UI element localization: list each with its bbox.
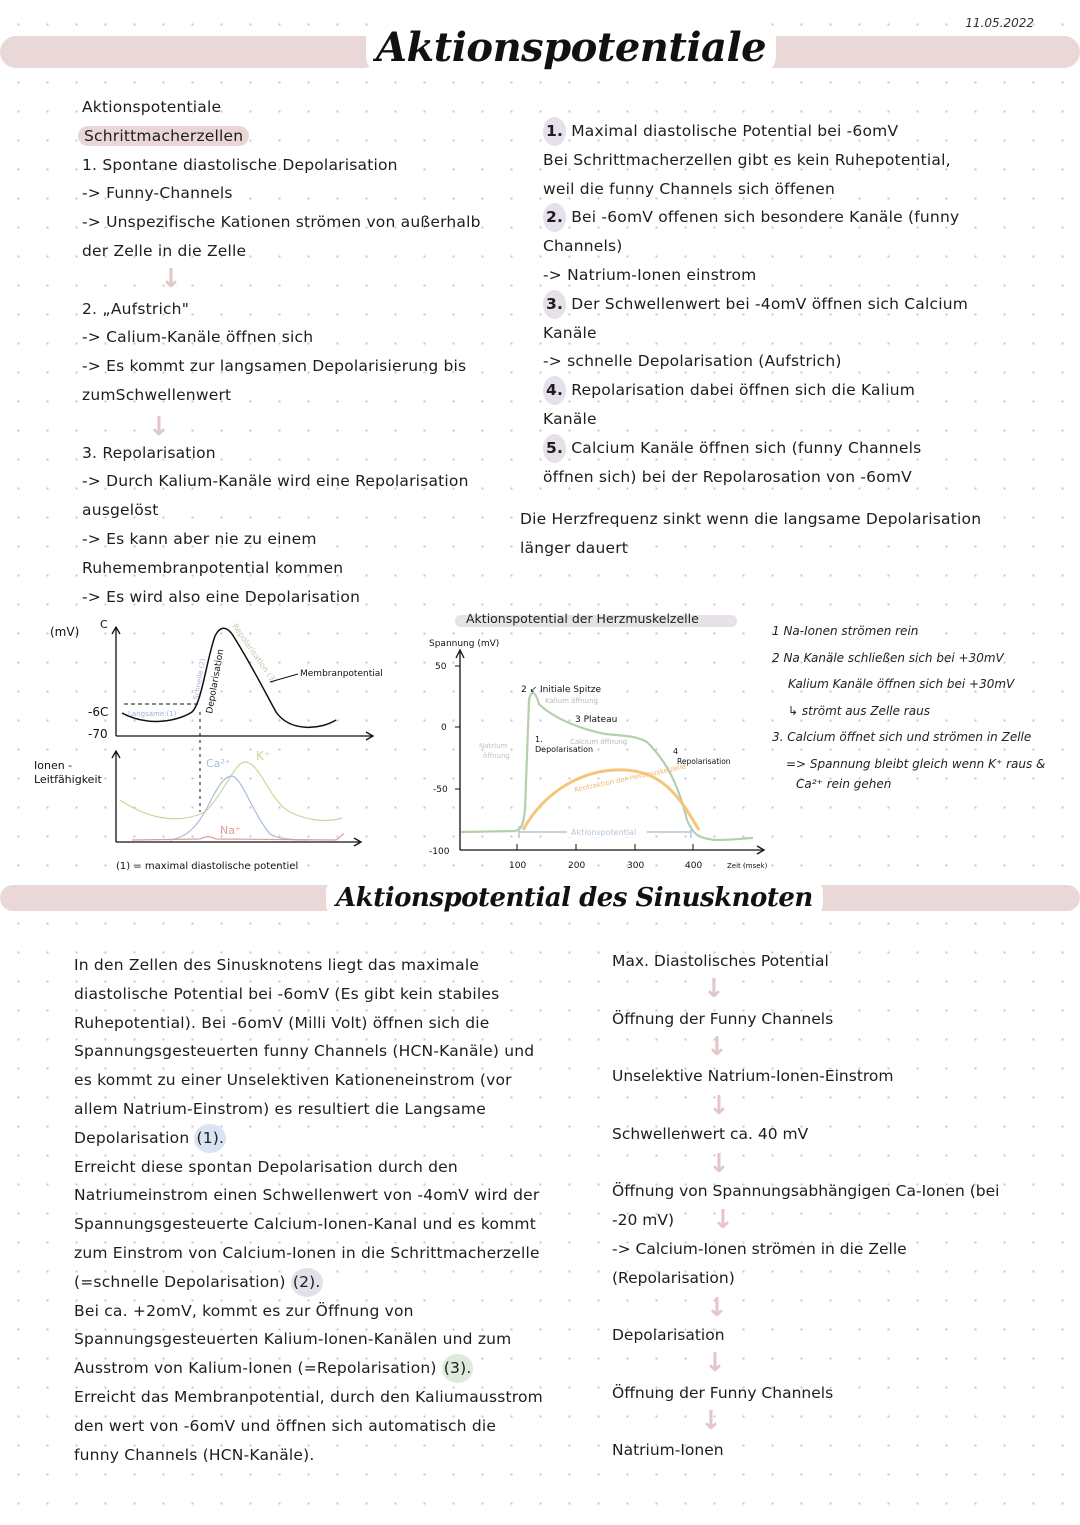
note-line: ↳ strömt aus Zelle raus xyxy=(788,703,930,718)
svg-text:50: 50 xyxy=(435,662,447,672)
step-badge: 2. xyxy=(543,203,566,232)
paragraph-line: Erreicht das Membranpotential, durch den Kaliumausstrom xyxy=(74,1387,543,1406)
svg-text:Depolarisation: Depolarisation xyxy=(205,648,227,715)
chart-side-notes xyxy=(772,618,1045,798)
section2-title: Aktionspotential des Sinusknoten xyxy=(326,878,823,918)
note-line: 2 Na Kanäle schließen sich bei +30mV xyxy=(772,650,1004,665)
page-title: Aktionspotentiale xyxy=(366,20,776,76)
step-badge: 3. xyxy=(543,290,566,319)
note-line: Kalium Kanäle öffnen sich bei +30mV xyxy=(788,677,1015,691)
svg-text:3 Plateau: 3 Plateau xyxy=(575,715,618,725)
svg-text:Kontraktion der Herzmuskelzell: Kontraktion der Herzmuskelzelle xyxy=(573,762,687,794)
note-line: Calcium Kanäle öffnen sich (funny Channels xyxy=(571,438,922,457)
svg-text:400: 400 xyxy=(685,861,703,871)
note-line: ausgelöst xyxy=(82,501,159,520)
paragraph-line: funny Channels (HCN-Kanäle). xyxy=(74,1445,315,1464)
note-line: weil die funny Channels sich öffenen xyxy=(543,179,835,198)
note-line: öffnen sich) bei der Repolarosation von -6omV xyxy=(543,467,912,486)
paragraph-line: Erreicht diese spontan Depolarisation durch den xyxy=(74,1157,458,1176)
arrow-down-icon: ↓ xyxy=(704,1348,726,1378)
chart-footnote: (1) = maximal diastolische potentiel xyxy=(116,861,299,872)
svg-text:Aktionspotential: Aktionspotential xyxy=(571,828,637,837)
paragraph-line: Ruhepotential). Bei -6omV (Milli Volt) öffnen sich die xyxy=(74,1013,490,1032)
citation-3: (3). xyxy=(442,1354,474,1383)
note-line: -> Es kommt zur langsamen Depolarisierung bis xyxy=(82,357,467,376)
svg-text:-70: -70 xyxy=(88,727,108,741)
paragraph-line: Spannungsgesteuerten funny Channels (HCN-Kanäle) und xyxy=(74,1042,535,1061)
svg-text:-100: -100 xyxy=(429,847,450,857)
step-badge: 1. xyxy=(543,117,566,146)
svg-text:-6C: -6C xyxy=(88,705,109,719)
paragraph-line: Bei ca. +2omV, kommt es zur Öffnung von xyxy=(74,1301,414,1320)
svg-text:Depolarisation: Depolarisation xyxy=(535,745,594,754)
note-line: 3. Calcium öffnet sich und strömen in Zelle xyxy=(772,730,1032,744)
svg-text:Schnelle (2): Schnelle (2) xyxy=(192,657,208,701)
step-badge: 5. xyxy=(543,434,566,463)
note-line: Kanäle xyxy=(543,323,597,342)
arrow-down-icon: ↓ xyxy=(706,1293,728,1323)
flow-step: Öffnung der Funny Channels xyxy=(612,1384,834,1402)
svg-text:öffnung: öffnung xyxy=(483,752,510,760)
svg-text:Membranpotential: Membranpotential xyxy=(300,669,383,679)
highlight-schrittmacherzellen: Schrittmacherzellen xyxy=(78,126,249,146)
svg-text:0: 0 xyxy=(441,723,447,733)
svg-text:Calcium öffnung: Calcium öffnung xyxy=(570,738,628,746)
arrow-down-icon: ↓ xyxy=(703,974,725,1004)
arrow-down-icon: ↓ xyxy=(712,1205,734,1235)
svg-text:K⁺: K⁺ xyxy=(256,749,271,763)
citation-2: (2). xyxy=(291,1268,323,1297)
note-line: -> Funny-Channels xyxy=(82,184,233,203)
date-label: 11.05.2022 xyxy=(965,16,1034,30)
chart2-title: Aktionspotential der Herzmuskelzelle xyxy=(466,611,699,626)
paragraph-line: Depolarisation xyxy=(74,1128,190,1147)
svg-text:-50: -50 xyxy=(433,785,448,795)
svg-text:Natrium: Natrium xyxy=(479,742,508,750)
svg-text:Kalium öffnung: Kalium öffnung xyxy=(545,697,598,705)
title-band-left xyxy=(0,36,380,68)
flow-step: (Repolarisation) xyxy=(612,1269,735,1287)
arrow-down-icon: ↓ xyxy=(706,1032,728,1062)
flow-step: -20 mV) xyxy=(612,1211,674,1229)
flow-step: Natrium-Ionen xyxy=(612,1441,724,1459)
svg-text:Na⁺: Na⁺ xyxy=(220,824,241,837)
step-badge: 4. xyxy=(543,376,566,405)
note-line: Bei Schrittmacherzellen gibt es kein Ruhepotential, xyxy=(543,150,951,169)
arrow-down-icon: ↓ xyxy=(148,412,170,442)
herzmuskel-action-potential-chart xyxy=(425,630,785,875)
note-line: der Zelle in die Zelle xyxy=(82,241,247,260)
svg-text:100: 100 xyxy=(509,861,527,871)
paragraph-line: In den Zellen des Sinusknotens liegt das maximale xyxy=(74,956,480,974)
arrow-down-icon: ↓ xyxy=(160,264,182,294)
note-line: Ca²⁺ rein gehen xyxy=(796,777,892,791)
note-line: -> Es kann aber nie zu einem xyxy=(82,529,317,548)
note-line: 2. „Aufstrich" xyxy=(82,299,190,318)
flow-step: Öffnung der Funny Channels xyxy=(612,1010,834,1028)
note-line: 1 Na-Ionen strömen rein xyxy=(772,624,919,638)
note-line: Die Herzfrequenz sinkt wenn die langsame Depolarisation xyxy=(520,510,982,528)
arrow-down-icon: ↓ xyxy=(700,1406,722,1436)
pacemaker-potential-chart xyxy=(20,612,430,877)
note-line: zumSchwellenwert xyxy=(82,385,232,404)
svg-text:300: 300 xyxy=(627,861,645,871)
heart-rate-conclusion xyxy=(520,505,981,563)
paragraph-line: Spannungsgesteuerte Calcium-Ionen-Kanal und es kommt xyxy=(74,1215,537,1234)
paragraph-line: (=schnelle Depolarisation) xyxy=(74,1272,286,1291)
paragraph-line: allem Natrium-Einstrom) es resultiert die Langsame xyxy=(74,1099,486,1118)
note-line: länger dauert xyxy=(520,538,629,557)
flow-step: -> Calcium-Ionen strömen in die Zelle xyxy=(612,1240,907,1258)
sinusknoten-paragraph xyxy=(74,951,543,1469)
note-line: Kanäle xyxy=(543,409,597,428)
svg-text:Leitfähigkeit: Leitfähigkeit xyxy=(34,773,102,786)
paragraph-line: Natriumeinstrom einen Schwellenwert von -4omV wird der xyxy=(74,1186,540,1205)
note-line: -> Calium-Kanäle öffnen sich xyxy=(82,328,314,347)
svg-text:Langsame:(1): Langsame:(1) xyxy=(128,710,177,718)
note-line: Repolarisation dabei öffnen sich die Kalium xyxy=(571,381,916,400)
flow-step: Unselektive Natrium-Ionen-Einstrom xyxy=(612,1067,894,1085)
paragraph-line: diastolische Potential bei -6omV (Es gibt kein stabiles xyxy=(74,984,500,1003)
note-line: Der Schwellenwert bei -4omV öffnen sich Calcium xyxy=(571,294,969,313)
flow-step: Öffnung von Spannungsabhängigen Ca-Ionen (bei xyxy=(612,1182,1000,1200)
paragraph-line: es kommt zu einer Unselektiven Kationeneinstrom (vor xyxy=(74,1071,512,1090)
section2-band-left xyxy=(0,885,340,911)
notes-heading: Aktionspotentiale xyxy=(82,98,222,116)
paragraph-line: Ausstrom von Kalium-Ionen (=Repolarisation) xyxy=(74,1359,437,1378)
arrow-down-icon: ↓ xyxy=(708,1091,730,1121)
flow-step: Max. Diastolisches Potential xyxy=(612,952,829,970)
svg-text:1.: 1. xyxy=(535,735,543,744)
svg-text:2 ↙ Initiale Spitze: 2 ↙ Initiale Spitze xyxy=(521,685,602,695)
note-line: -> Es wird also eine Depolarisation xyxy=(82,587,361,606)
paragraph-line: den wert von -6omV und öffnen sich automatisch die xyxy=(74,1416,497,1435)
svg-text:Repolarisation (3): Repolarisation (3) xyxy=(230,621,279,686)
svg-text:Ca²⁺: Ca²⁺ xyxy=(206,757,231,770)
note-line: Ruhemembranpotential kommen xyxy=(82,558,344,577)
note-line: -> schnelle Depolarisation (Aufstrich) xyxy=(543,352,842,371)
svg-text:C: C xyxy=(100,618,108,631)
arrow-down-icon: ↓ xyxy=(708,1149,730,1179)
paragraph-line: Spannungsgesteuerten Kalium-Ionen-Kanälen und zum xyxy=(74,1330,512,1349)
note-line: 3. Repolarisation xyxy=(82,443,216,462)
note-line: -> Natrium-Ionen einstrom xyxy=(543,265,757,284)
svg-text:Zeit (msek): Zeit (msek) xyxy=(727,862,768,870)
note-line: Channels) xyxy=(543,237,623,256)
right-notes xyxy=(543,117,968,491)
paragraph-line: zum Einstrom von Calcium-Ionen in die Schrittmacherzelle xyxy=(74,1243,540,1262)
svg-text:4: 4 xyxy=(673,747,679,756)
citation-1: (1). xyxy=(194,1124,226,1153)
note-line: -> Unspezifische Kationen strömen von außerhalb xyxy=(82,213,481,232)
note-line: -> Durch Kalium-Kanäle wird eine Repolarisation xyxy=(82,472,469,491)
note-line: Bei -6omV offenen sich besondere Kanäle (funny xyxy=(571,208,960,227)
svg-text:Repolarisation: Repolarisation xyxy=(677,757,731,766)
flow-step: Depolarisation xyxy=(612,1326,725,1344)
y-axis-label-mv: (mV) xyxy=(50,625,80,639)
note-line: Maximal diastolische Potential bei -6omV xyxy=(571,122,899,140)
note-line: => Spannung bleibt gleich wenn K⁺ raus & xyxy=(786,756,1046,771)
svg-text:200: 200 xyxy=(568,861,586,871)
left-notes xyxy=(82,93,481,611)
y-axis-label: Spannung (mV) xyxy=(429,639,500,649)
flow-step: Schwellenwert ca. 40 mV xyxy=(612,1125,809,1143)
svg-text:Ionen -: Ionen - xyxy=(34,759,73,772)
note-line: 1. Spontane diastolische Depolarisation xyxy=(82,155,398,174)
